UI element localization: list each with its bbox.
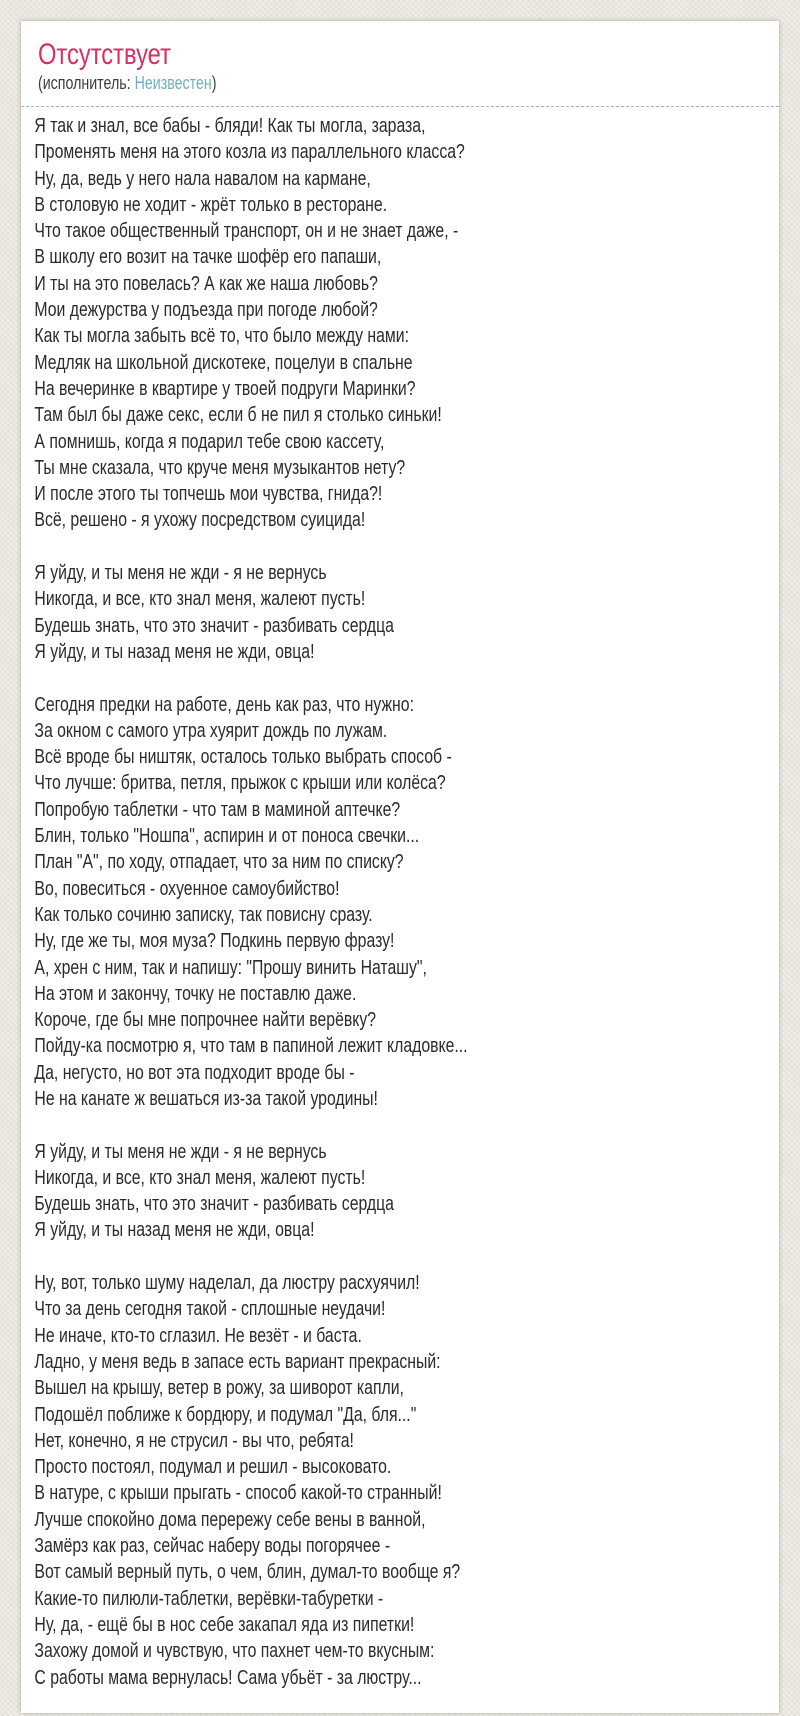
song-header [21,21,779,107]
lyrics-line: Я уйду, и ты назад меня не жди, овца! [34,1219,315,1242]
lyrics-line: Во, повеситься - охуенное самоубийство! [34,877,340,900]
lyrics-line: Блин, только "Ношпа", аспирин и от поноса свечки... [34,825,420,848]
lyrics-line: Что такое общественный транспорт, он и не знает даже, - [34,220,459,243]
lyrics-line: На вечеринке в квартире у твоей подруги Маринки? [34,377,416,400]
artist-link[interactable]: Неизвестен [134,73,212,93]
lyrics-line: Пойду-ка посмотрю я, что там в папиной лежит кладовке... [34,1035,468,1058]
lyrics-line: Ладно, у меня ведь в запасе есть вариант прекрасный: [34,1350,441,1373]
lyrics-line: Ну, вот, только шуму наделал, да люстру расхуячил! [34,1272,420,1295]
artist-label: (исполнитель: [38,73,135,93]
lyrics-line: Просто постоял, подумал и решил - высоковато. [34,1456,392,1479]
stanza [34,560,792,665]
lyrics-line: На этом и закончу, точку не поставлю даже. [34,982,357,1005]
lyrics-line: Лучше спокойно дома перережу себе вены в ванной, [34,1508,426,1531]
lyrics-line: Подошёл поближе к бордюру, и подумал "Да, бля..." [34,1403,417,1426]
lyrics-line: Мои дежурства у подъезда при погоде любой? [34,299,378,322]
lyrics-line: Всё, решено - я ухожу посредством суицида! [34,509,366,532]
lyrics-line: В столовую не ходит - жрёт только в ресторане. [34,193,388,216]
lyrics-line: За окном с самого утра хуярит дождь по лужам. [34,719,388,742]
stanza [34,1139,792,1244]
lyrics-line: Не иначе, кто-то сглазил. Не везёт - и баста. [34,1324,362,1347]
lyrics-line: И ты на это повелась? А как же наша любовь? [34,272,378,295]
lyrics-line: Я уйду, и ты меня не жди - я не вернусь [34,1140,327,1163]
artist-suffix: ) [211,73,217,93]
artist-line [38,72,762,95]
lyrics-line: Ну, да, ведь у него нала навалом на кармане, [34,167,371,190]
lyrics-line: Будешь знать, что это значит - разбивать сердца [34,1193,394,1216]
lyrics-line: Что лучше: бритва, петля, прыжок с крыши или колёса? [34,772,446,795]
lyrics-line: Променять меня на этого козла из параллельного класса? [34,141,465,164]
stanza [34,692,792,1113]
lyrics-line: Замёрз как раз, сейчас наберу воды погорячее - [34,1535,391,1558]
lyrics-line: Я так и знал, все бабы - бляди! Как ты могла, зараза, [34,115,426,137]
lyrics-line: В натуре, с крыши прыгать - способ какой-то странный! [34,1482,442,1505]
lyrics-line: Там был бы даже секс, если б не пил я столько синьки! [34,404,442,427]
lyrics-line: Ну, где же ты, моя муза? Подкинь первую фразу! [34,930,395,953]
lyrics-line: Будешь знать, что это значит - разбивать сердца [34,614,394,637]
lyrics-line: План "А", по ходу, отпадает, что за ним по списку? [34,851,404,874]
lyrics-line: Да, негусто, но вот эта подходит вроде бы - [34,1061,355,1084]
lyrics-line: Вот самый верный путь, о чем, блин, думал-то вообще я? [34,1561,461,1584]
lyrics-line: Что за день сегодня такой - сплошные неудачи! [34,1298,386,1321]
song-title: Отсутствует [38,38,171,71]
lyrics-line: Нет, конечно, я не струсил - вы что, ребята! [34,1429,354,1452]
lyrics-line: И после этого ты топчешь мои чувства, гнида?! [34,483,383,506]
lyrics-line: Не на канате ж вешаться из-за такой уродины! [34,1087,378,1110]
lyrics-line: А помнишь, когда я подарил тебе свою кассету, [34,430,385,453]
lyrics-line: Короче, где бы мне попрочнее найти верёвку? [34,1009,377,1032]
stanza [34,1270,792,1691]
lyrics-line: Медляк на школьной дискотеке, поцелуи в спальне [34,351,413,374]
lyrics-line: Никогда, и все, кто знал меня, жалеют пусть! [34,1166,366,1189]
lyrics-line: Ну, да, - ещё бы в нос себе закапал яда из пипетки! [34,1613,415,1636]
lyrics-line: С работы мама вернулась! Сама убьёт - за люстру... [34,1666,422,1689]
lyrics-line: Я уйду, и ты меня не жди - я не вернусь [34,562,327,585]
lyrics-line: Сегодня предки на работе, день как раз, что нужно: [34,693,414,716]
lyrics-line: Ты мне сказала, что круче меня музыкантов нету? [34,456,406,479]
lyrics-line: Я уйду, и ты назад меня не жди, овца! [34,640,315,663]
lyrics-line: Всё вроде бы ништяк, осталось только выбрать способ - [34,746,452,769]
lyrics-line: Как только сочиню записку, так повисну сразу. [34,903,373,926]
lyrics-line: Захожу домой и чувствую, что пахнет чем-то вкусным: [34,1640,435,1663]
lyrics-line: Никогда, и все, кто знал меня, жалеют пусть! [34,588,366,611]
lyrics-line: В школу его возит на тачке шофёр его папаши, [34,246,382,269]
lyrics-card [21,21,779,1713]
lyrics-line: А, хрен с ним, так и напишу: "Прошу винить Наташу", [34,956,427,979]
lyrics-text [21,107,800,1713]
stanza [34,113,792,534]
lyrics-line: Вышел на крышу, ветер в рожу, за шиворот капли, [34,1377,404,1400]
lyrics-line: Какие-то пилюли-таблетки, верёвки-табуретки - [34,1587,384,1610]
lyrics-line: Как ты могла забыть всё то, что было между нами: [34,325,409,348]
lyrics-line: Попробую таблетки - что там в маминой аптечке? [34,798,401,821]
